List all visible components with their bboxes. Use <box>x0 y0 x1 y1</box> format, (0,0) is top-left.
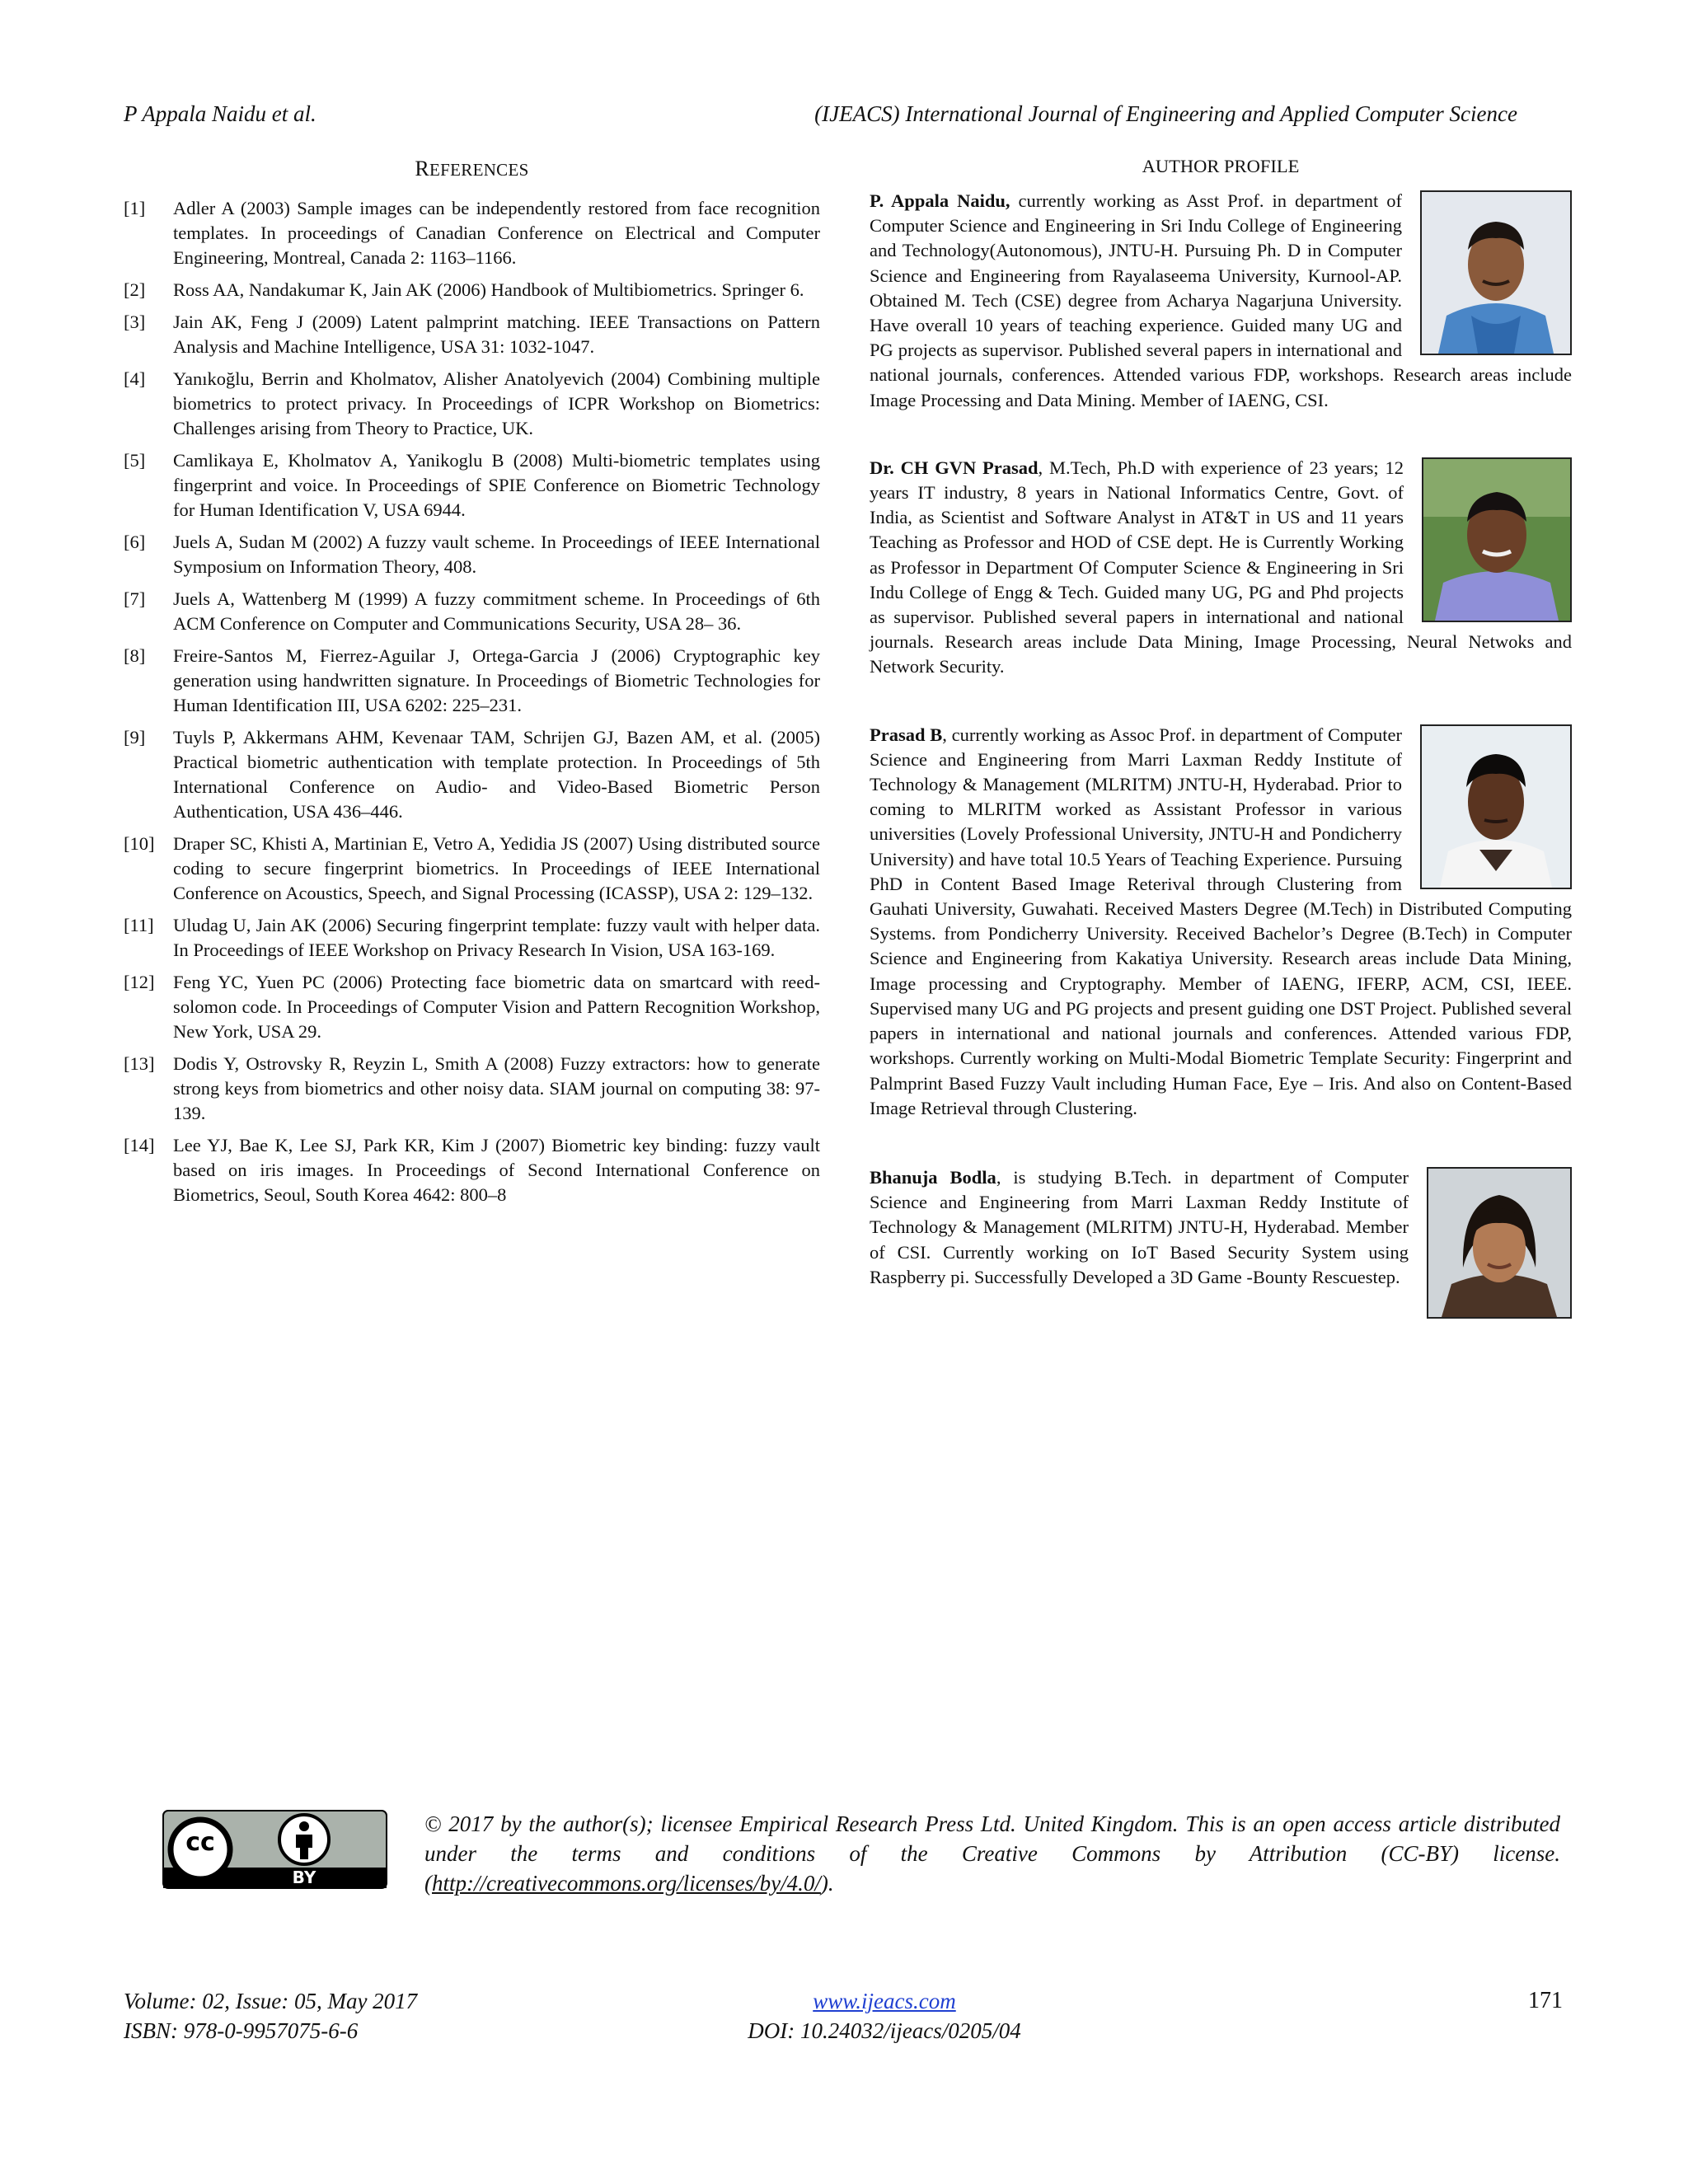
reference-list <box>124 196 820 1207</box>
author-name-naidu: P. Appala Naidu, <box>870 190 1010 211</box>
portrait-image <box>1428 1169 1570 1317</box>
reference-text: Feng YC, Yuen PC (2006) Protecting face biometric data on smartcard with reed-solomon code. In Proceedings of Computer Vision and Pattern Recognition Workshop, New York, USA 29. <box>173 972 820 1042</box>
reference-number: [1] <box>124 198 146 218</box>
reference-text: Dodis Y, Ostrovsky R, Reyzin L, Smith A (2008) Fuzzy extractors: how to generate strong keys from biometrics and other noisy data. SIAM journal on computing 38: 97-139. <box>173 1053 820 1123</box>
license-text-end: ). <box>820 1871 834 1896</box>
author-profile-column <box>870 152 1572 1323</box>
author-bio-gvn-prasad: , M.Tech, Ph.D with experience of 23 years; 12 years IT industry, 8 years in National Informatics Centre, Govt. of India, as Scientist and Software Analyst in AT&T in US and 11 years Teaching as Professor and HOD of CSE dept. He is Currently Working as Professor in Department Of Computer Science & Engineering in Sri Indu College of Engg & Tech. Guided many UG, PG and Phd projects as supervisor. Published several papers in international and national journals. Research areas include Data Mining, Image Processing, Neural Netwoks and Network Security. <box>870 457 1572 677</box>
references-title-rest: EFERENCES <box>429 160 529 180</box>
portrait-image <box>1422 192 1570 354</box>
reference-number: [2] <box>124 279 146 300</box>
reference-number: [3] <box>124 312 146 332</box>
author-photo-bodla <box>1427 1167 1572 1319</box>
author-photo-prasad-b <box>1420 724 1572 889</box>
reference-item <box>124 278 820 302</box>
author-bio-naidu: currently working as Asst Prof. in department of Computer Science and Engineering in Sri Indu College of Engineering and Technology(Autonomous), JNTU-H. Pursuing Ph. D in Computer Science and Engineering from Rayalaseema University, Kurnool-AP. Obtained M. Tech (CSE) degree from Acharya Nagarjuna University. Have overall 10 years of teaching experience. Guided many UG and PG projects as supervisor. Published several papers in international and national journals, conferences. Attended various FDP, workshops. Research areas include Image Processing and Data Mining. Member of IAENG, CSI. <box>870 190 1572 410</box>
reference-item <box>124 448 820 523</box>
cc-badge-label: cc <box>185 1828 215 1857</box>
reference-number: [4] <box>124 368 146 389</box>
author-profile-naidu <box>870 189 1572 413</box>
reference-text: Juels A, Sudan M (2002) A fuzzy vault scheme. In Proceedings of IEEE International Symposium on Information Theory, 408. <box>173 532 820 577</box>
author-name-gvn-prasad: Dr. CH GVN Prasad <box>870 457 1039 478</box>
by-badge-label: BY <box>292 1868 316 1887</box>
reference-item <box>124 644 820 718</box>
reference-number: [10] <box>124 833 155 854</box>
reference-item <box>124 367 820 441</box>
reference-text: Adler A (2003) Sample images can be independently restored from face recognition templates. In proceedings of Canadian Conference on Electrical and Computer Engineering, Montreal, Canada 2: 1163–1166. <box>173 198 820 268</box>
reference-number: [9] <box>124 727 146 748</box>
running-header-journal: (IJEACS) International Journal of Engineering and Applied Computer Science <box>814 101 1517 126</box>
reference-item <box>124 832 820 906</box>
reference-text: Camlikaya E, Kholmatov A, Yanikoglu B (2008) Multi-biometric templates using fingerprint and voice. In Proceedings of SPIE Conference on Biometric Technology for Human Identification V, USA 6944. <box>173 450 820 520</box>
author-bio-prasad-b: , currently working as Assoc Prof. in department of Computer Science and Engineering from Marri Laxman Reddy Institute of Technology & Management (MLRITM) JNTU-H, Hyderabad. Prior to coming to MLRITM worked as Assistant Professor in various universities (Lovely Professional University, JNTU-H and Pondicherry University) and have total 10.5 Years of Teaching Experience. Pursuing PhD in Content Based Image Reterival through Clustering from Gauhati University, Guwahati. Received Masters Degree (M.Tech) in Distributed Computing Systems. from Pondicherry University. Received Bachelor’s Degree (B.Tech) in Computer Science and Engineering from Kakatiya University. Research areas include Data Mining, Image processing and Cryptography. Member of IAENG, IFERP, ACM, CSI, IEEE. Supervised many UG and PG projects and present guiding one DST Project. Published several papers in international and national journals and conferences. Attended various FDP, workshops. Currently working on Multi-Modal Biometric Template Security: Fingerprint and Palmprint Based Fuzzy Vault including Human Face, Eye – Iris. And also on Content-Based Image Retrieval through Clustering. <box>870 724 1572 1118</box>
reference-text: Ross AA, Nandakumar K, Jain AK (2006) Handbook of Multibiometrics. Springer 6. <box>173 279 804 300</box>
author-name-prasad-b: Prasad B <box>870 724 943 745</box>
license-text: © 2017 by the author(s); licensee Empirical Research Press Ltd. United Kingdom. This is an open access article distributed under the terms and conditions of the Creative Commons by Attribution (CC-BY) license. ( <box>424 1811 1560 1896</box>
reference-number: [7] <box>124 588 146 609</box>
reference-number: [12] <box>124 972 155 992</box>
author-profile-title: AUTHOR PROFILE <box>1142 156 1300 176</box>
reference-item <box>124 913 820 963</box>
page-number: 171 <box>1528 1988 1563 2013</box>
references-column <box>124 152 820 1215</box>
reference-item <box>124 530 820 579</box>
portrait-image <box>1422 726 1570 888</box>
footer-website-link[interactable]: www.ijeacs.com <box>813 1989 956 2013</box>
author-photo-naidu <box>1420 190 1572 355</box>
portrait-image <box>1423 459 1570 621</box>
reference-number: [6] <box>124 532 146 552</box>
author-name-bodla: Bhanuja Bodla <box>870 1166 996 1188</box>
footer-doi: DOI: 10.24032/ijeacs/0205/04 <box>748 2018 1021 2043</box>
footer-isbn: ISBN: 978-0-9957075-6-6 <box>124 2018 359 2043</box>
reference-text: Uludag U, Jain AK (2006) Securing fingerprint template: fuzzy vault with helper data. In Proceedings of IEEE Workshop on Privacy Research In Vision, USA 163-169. <box>173 915 820 960</box>
reference-text: Juels A, Wattenberg M (1999) A fuzzy commitment scheme. In Proceedings of 6th ACM Conference on Computer and Communications Security, USA 28– 36. <box>173 588 820 634</box>
reference-item <box>124 1133 820 1207</box>
cc-by-license-badge <box>162 1810 387 1889</box>
reference-text: Freire-Santos M, Fierrez-Aguilar J, Ortega-Garcia J (2006) Cryptographic key generation using handwritten signature. In Proceedings of Biometric Technologies for Human Identification III, USA 6202: 225–231. <box>173 645 820 715</box>
references-title-initial: R <box>415 157 430 180</box>
reference-text: Draper SC, Khisti A, Martinian E, Vetro A, Yedidia JS (2007) Using distributed source coding to secure fingerprint biometrics. In Proceedings of IEEE International Conference on Acoustics, Speech, and Signal Processing (ICASSP), USA 2: 129–132. <box>173 833 820 903</box>
author-bio-bodla: , is studying B.Tech. in department of Computer Science and Engineering from Marri Laxman Reddy Institute of Technology & Management (MLRITM) JNTU-H, Hyderabad. Member of CSI. Currently working on IoT Based Security System using Raspberry pi. Successfully Developed a 3D Game -Bounty Rescuestep. <box>870 1166 1409 1287</box>
reference-text: Yanıkoğlu, Berrin and Kholmatov, Alisher Anatolyevich (2004) Combining multiple biometrics to protect privacy. In Proceedings of ICPR Workshop on Biometrics: Challenges arising from Theory to Practice, UK. <box>173 368 820 438</box>
author-profile-prasad-b <box>870 723 1572 1121</box>
references-title <box>124 152 820 186</box>
author-profile-bodla <box>870 1165 1572 1290</box>
reference-number: [14] <box>124 1135 155 1155</box>
license-notice <box>424 1809 1560 1898</box>
reference-item <box>124 310 820 359</box>
reference-number: [5] <box>124 450 146 471</box>
footer-volume: Volume: 02, Issue: 05, May 2017 <box>124 1989 418 2013</box>
author-photo-gvn-prasad <box>1422 457 1572 622</box>
reference-item <box>124 970 820 1044</box>
reference-number: [13] <box>124 1053 155 1074</box>
running-header-author: P Appala Naidu et al. <box>124 101 316 126</box>
reference-text: Lee YJ, Bae K, Lee SJ, Park KR, Kim J (2007) Biometric key binding: fuzzy vault based on iris images. In Proceedings of Second International Conference on Biometrics, Seoul, South Korea 4642: 800–8 <box>173 1135 820 1205</box>
reference-item <box>124 1052 820 1126</box>
reference-item <box>124 196 820 270</box>
reference-item <box>124 725 820 824</box>
reference-text: Tuyls P, Akkermans AHM, Kevenaar TAM, Schrijen GJ, Bazen AM, et al. (2005) Practical biometric authentication with template protection. In Proceedings of 5th International Conference on Audio- and Video-Based Biometric Person Authentication, USA 436–446. <box>173 727 820 822</box>
author-profile-gvn-prasad <box>870 456 1572 680</box>
reference-item <box>124 587 820 636</box>
reference-text: Jain AK, Feng J (2009) Latent palmprint matching. IEEE Transactions on Pattern Analysis and Machine Intelligence, USA 31: 1032-1047. <box>173 312 820 357</box>
license-link[interactable]: http://creativecommons.org/licenses/by/4.0/ <box>432 1871 821 1896</box>
reference-number: [11] <box>124 915 154 935</box>
reference-number: [8] <box>124 645 146 666</box>
